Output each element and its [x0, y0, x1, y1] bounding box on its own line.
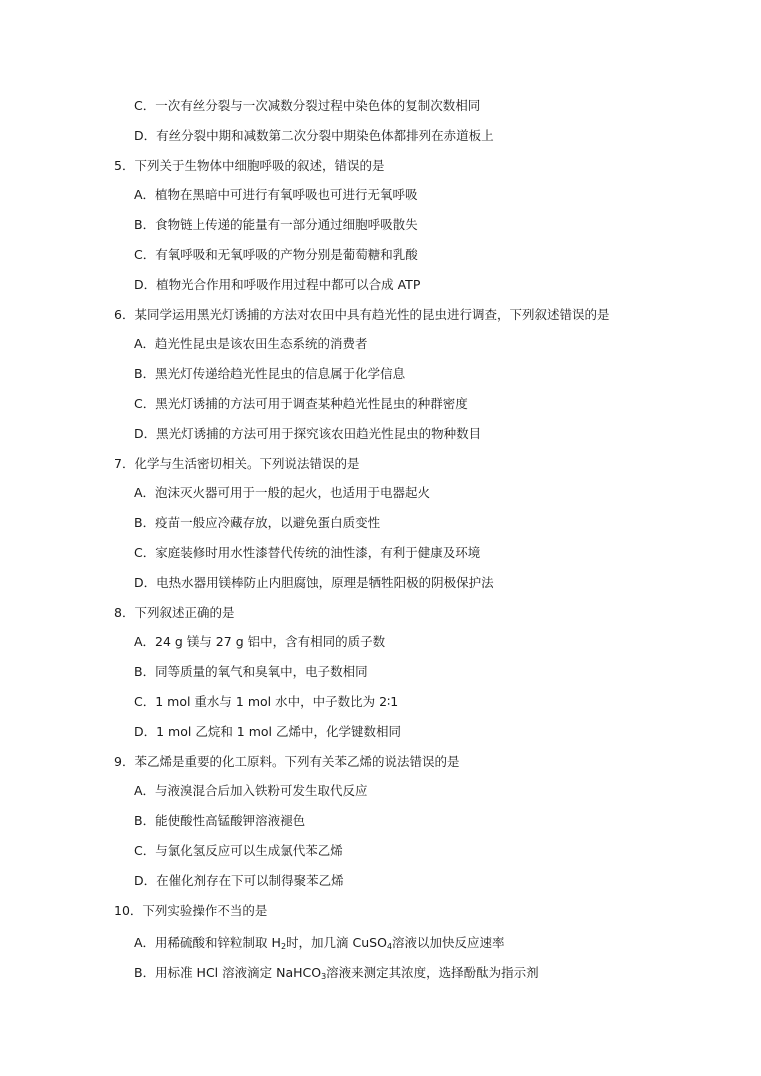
question-stem: 9．苯乙烯是重要的化工原料。下列有关苯乙烯的说法错误的是	[114, 754, 460, 769]
answer-option: C．一次有丝分裂与一次减数分裂过程中染色体的复制次数相同	[134, 98, 481, 113]
answer-option: D．1 mol 乙烷和 1 mol 乙烯中，化学键数相同	[134, 724, 401, 739]
answer-option: B．同等质量的氧气和臭氧中，电子数相同	[134, 664, 368, 679]
answer-option: C．家庭装修时用水性漆替代传统的油性漆，有利于健康及环境	[134, 545, 481, 560]
option-10b	[134, 967, 539, 981]
subscript-4: 4	[386, 942, 393, 951]
answer-option: B．食物链上传递的能量有一部分通过细胞呼吸散失	[134, 217, 418, 232]
answer-option: B．疫苗一般应冷藏存放，以避免蛋白质变性	[134, 515, 381, 530]
answer-option: A．趋光性昆虫是该农田生态系统的消费者	[134, 336, 368, 351]
answer-option: D．在催化剂存在下可以制得聚苯乙烯	[134, 873, 344, 888]
answer-option: A．泡沫灭火器可用于一般的起火，也适用于电器起火	[134, 485, 431, 500]
answer-option: D．植物光合作用和呼吸作用过程中都可以合成 ATP	[134, 277, 421, 292]
answer-option: B．黑光灯传递给趋光性昆虫的信息属于化学信息	[134, 366, 406, 381]
question-stem: 7．化学与生活密切相关。下列说法错误的是	[114, 456, 360, 471]
answer-option: D．电热水器用镁棒防止内胆腐蚀，原理是牺牲阳极的阴极保护法	[134, 575, 494, 590]
option-10b-text-2: 溶液来测定其浓度，选择酚酞为指示剂	[326, 965, 539, 980]
option-10a-text-1: A．用稀硫酸和锌粒制取 H	[134, 935, 281, 950]
option-10a	[134, 937, 505, 951]
question-stem: 6．某同学运用黑光灯诱捕的方法对农田中具有趋光性的昆虫进行调查，下列叙述错误的是	[114, 307, 610, 322]
subscript-2: 2	[280, 942, 287, 951]
answer-option: D．有丝分裂中期和减数第二次分裂中期染色体都排列在赤道板上	[134, 128, 494, 143]
option-10a-text-2: 时，加几滴 CuSO	[286, 935, 387, 950]
question-stem: 8．下列叙述正确的是	[114, 605, 235, 620]
subscript-3: 3	[321, 972, 327, 981]
answer-option: A．植物在黑暗中可进行有氧呼吸也可进行无氧呼吸	[134, 187, 418, 202]
answer-option: A．24 g 镁与 27 g 铝中，含有相同的质子数	[134, 634, 386, 649]
answer-option: A．与液溴混合后加入铁粉可发生取代反应	[134, 783, 368, 798]
answer-option: C．1 mol 重水与 1 mol 水中，中子数比为 2∶1	[134, 694, 399, 709]
answer-option: C．与氯化氢反应可以生成氯代苯乙烯	[134, 843, 343, 858]
option-10a-text-3: 溶液以加快反应速率	[392, 935, 505, 950]
answer-option: B．能使酸性高锰酸钾溶液褪色	[134, 813, 306, 828]
option-10b-text-1: B．用标准 HCl 溶液滴定 NaHCO	[134, 965, 322, 980]
question-stem: 10．下列实验操作不当的是	[114, 903, 268, 918]
question-stem: 5．下列关于生物体中细胞呼吸的叙述，错误的是	[114, 158, 385, 173]
answer-option: D．黑光灯诱捕的方法可用于探究该农田趋光性昆虫的物种数目	[134, 426, 482, 441]
answer-option: C．黑光灯诱捕的方法可用于调查某种趋光性昆虫的种群密度	[134, 396, 468, 411]
answer-option: C．有氧呼吸和无氧呼吸的产物分别是葡萄糖和乳酸	[134, 247, 418, 262]
